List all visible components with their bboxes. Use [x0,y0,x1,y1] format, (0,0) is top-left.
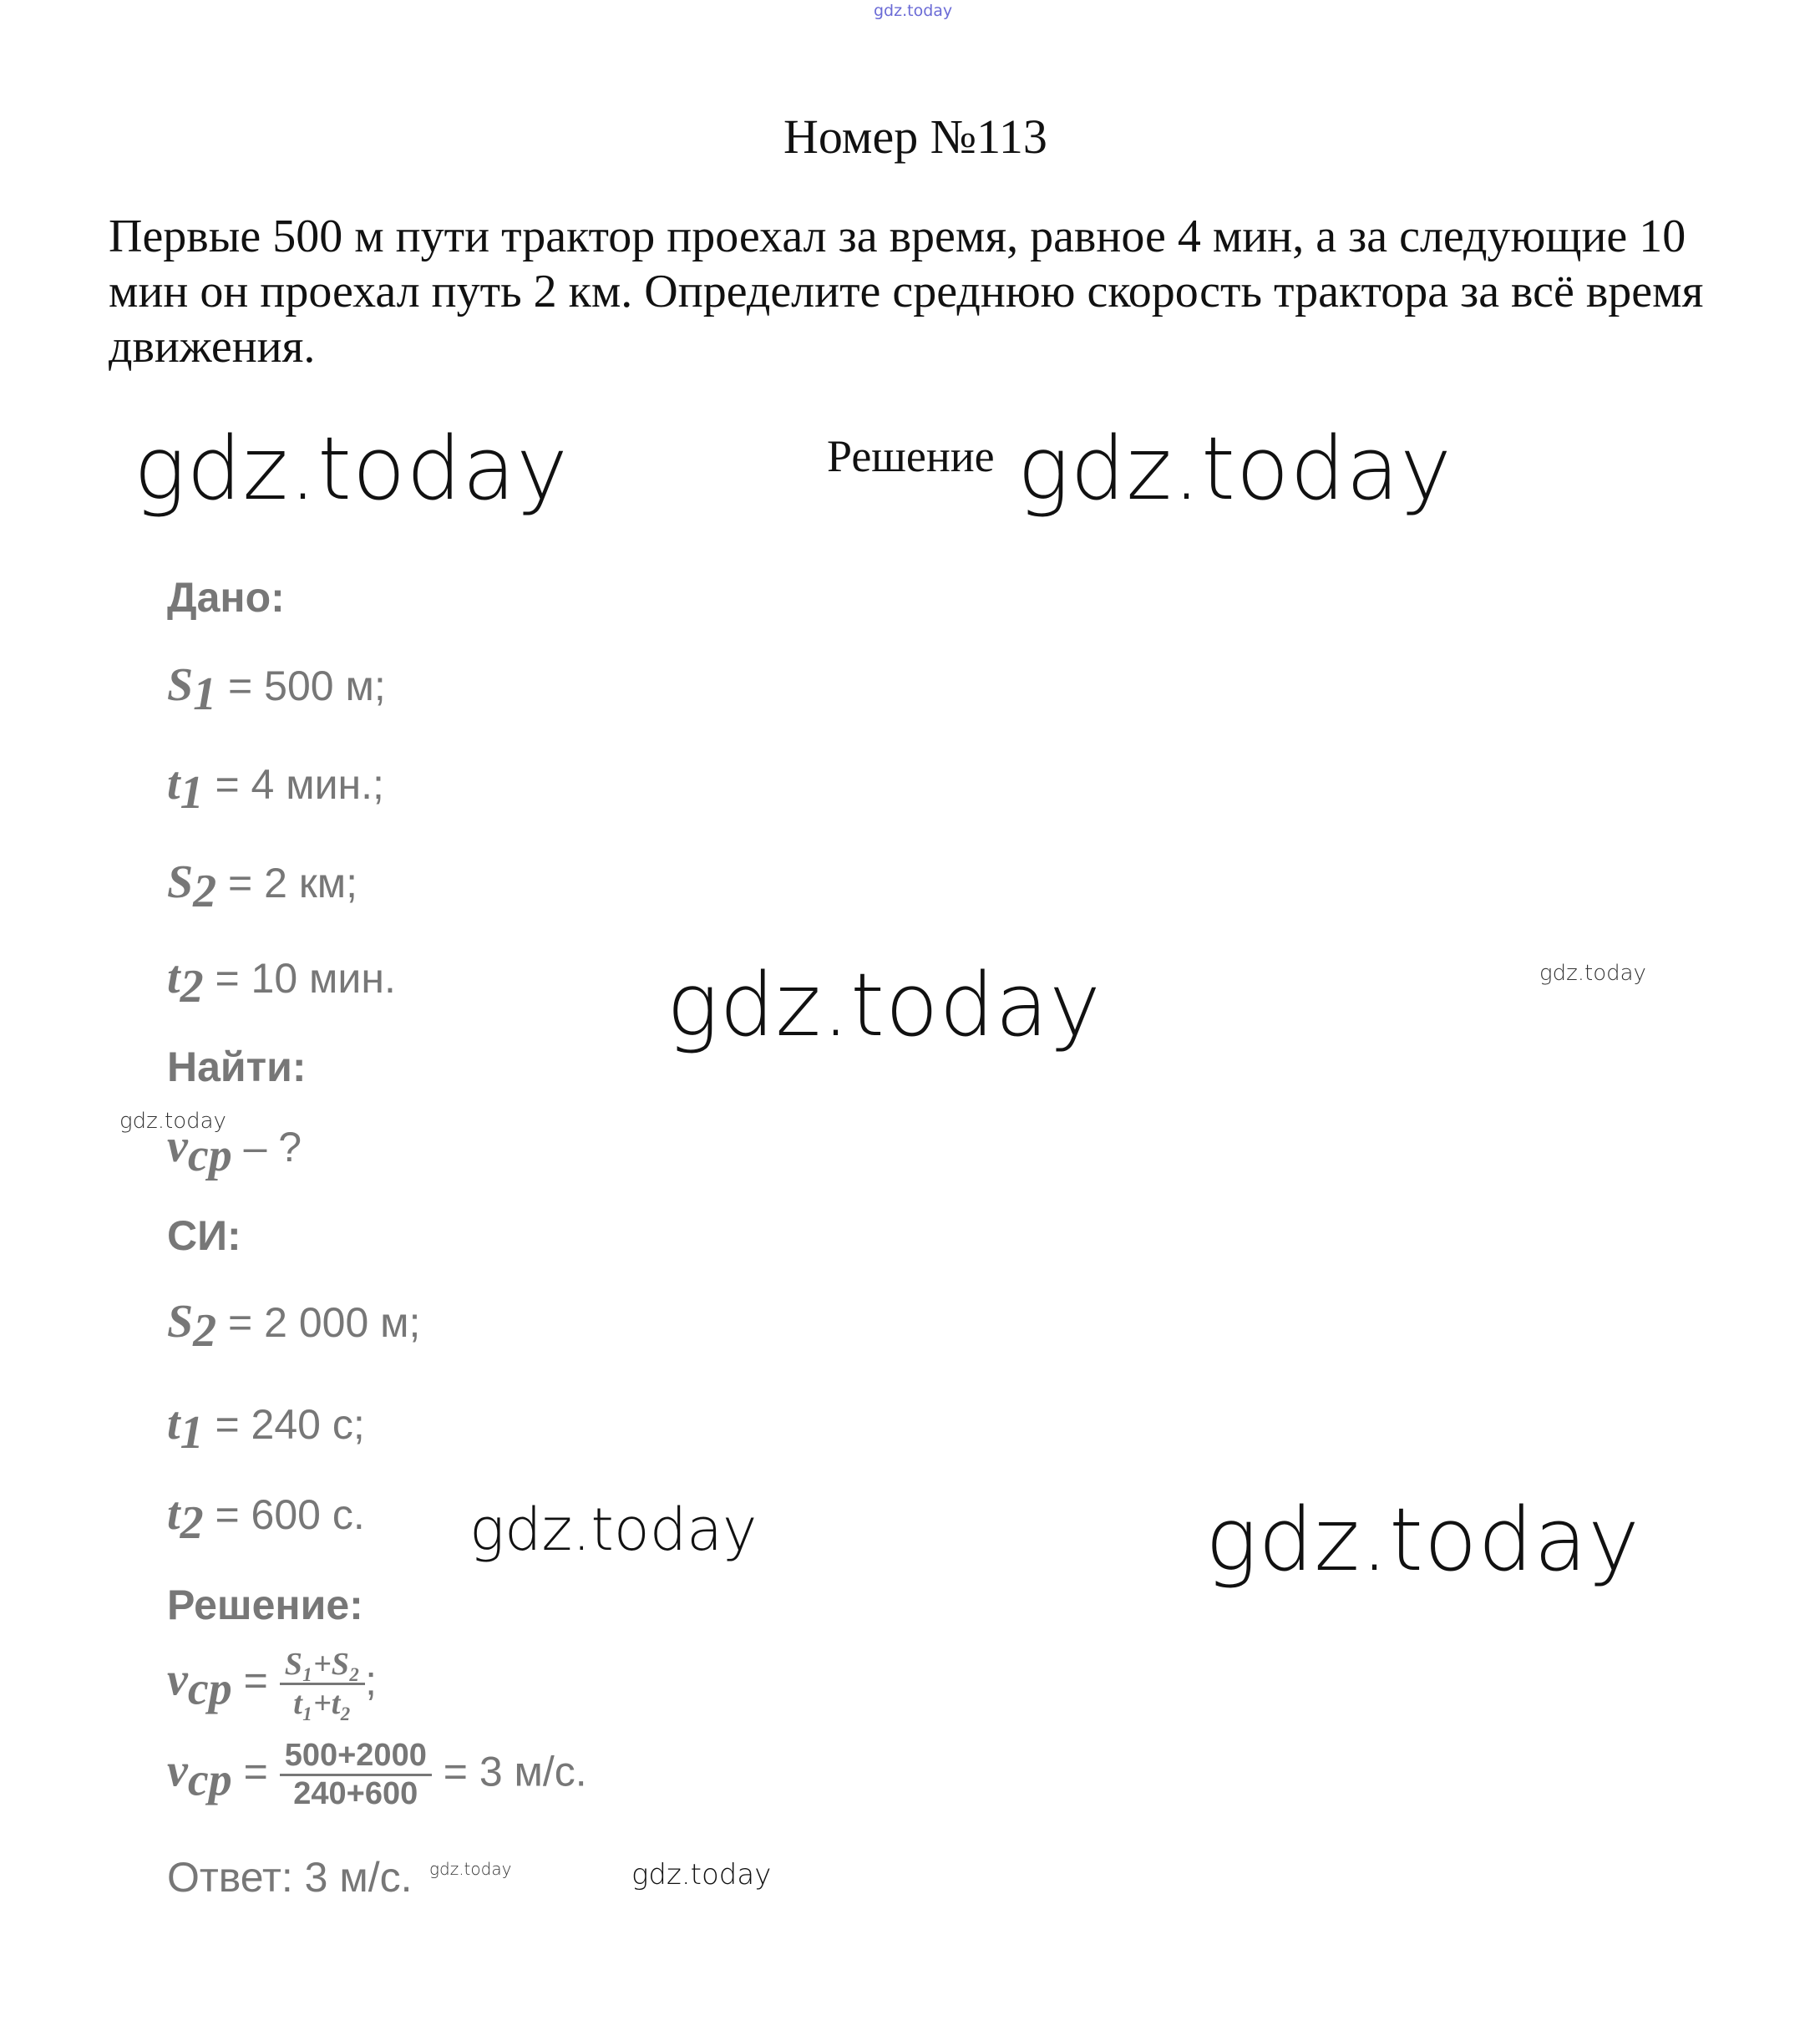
page-title: Номер №113 [783,109,1047,164]
calc-fraction [280,1738,432,1812]
formula-eq: = [231,1657,280,1704]
watermark: gdz.today [134,418,569,520]
given-t2-var: t [167,952,180,1003]
calculation [167,1738,587,1812]
watermark: gdz.today [1017,418,1452,520]
find-value [167,1120,302,1182]
watermark: gdz.today [667,954,1102,1056]
given-s2-rest: = 2 км; [216,860,357,906]
watermark: gdz.today [429,1859,512,1879]
si-t2-var: t [167,1488,180,1540]
calc-numerator: 500+2000 [280,1738,432,1776]
given-s1-rest: = 500 м; [216,663,386,709]
si-label: СИ: [167,1212,241,1259]
si-t1 [167,1397,365,1460]
given-s1-sub: 1 [193,668,217,720]
calc-eq: = [231,1748,280,1795]
si-t1-sub: 1 [180,1407,204,1459]
solution-label: Решение: [167,1582,363,1628]
formula-denominator: t₁+t₂ [293,1686,352,1721]
given-t2 [167,951,396,1013]
si-s2 [167,1295,420,1358]
find-rest: – ? [231,1124,302,1170]
formula [167,1646,377,1722]
watermark: gdz.today [1205,1489,1640,1591]
given-s2-sub: 2 [193,866,217,917]
si-t2 [167,1487,365,1550]
find-label: Найти: [167,1043,307,1090]
given-s2 [167,856,357,918]
given-t2-sub: 2 [180,961,204,1013]
calc-denominator: 240+600 [293,1776,418,1811]
given-t1 [167,757,384,820]
si-t1-rest: = 240 с; [203,1401,365,1448]
formula-sub: ср [187,1663,232,1715]
watermark: gdz.today [119,1109,226,1134]
formula-var: v [167,1653,188,1706]
calc-var: v [167,1744,188,1797]
formula-tail: ; [365,1657,378,1704]
answer: Ответ: 3 м/с. [167,1854,413,1901]
formula-fraction [280,1646,365,1722]
watermark: gdz.today [631,1858,772,1891]
solution-heading: Решение [827,431,995,481]
calc-result: = 3 м/с. [431,1748,587,1795]
given-t2-rest: = 10 мин. [203,955,396,1002]
given-t1-sub: 1 [180,767,204,819]
si-t2-sub: 2 [180,1497,204,1549]
si-s2-var: S [167,1296,194,1348]
watermark: gdz.today [1539,961,1646,986]
problem-text: Первые 500 м пути трактор проехал за время, равное 4 мин, а за следующие 10 мин он проехал путь 2 км. Определите среднюю скорость трактора за всё время движения. [109,211,1704,373]
given-s1-var: S [167,659,194,711]
given-s1 [167,658,386,721]
given-t1-rest: = 4 мин.; [203,761,384,808]
header-watermark: gdz.today [874,2,953,20]
calc-sub: ср [187,1754,232,1806]
find-sub: ср [187,1130,232,1181]
given-s2-var: S [167,856,194,908]
formula-numerator: S₁+S₂ [280,1646,365,1685]
si-s2-sub: 2 [193,1305,217,1357]
given-label: Дано: [167,574,285,621]
si-t2-rest: = 600 с. [203,1491,365,1538]
si-s2-rest: = 2 000 м; [216,1299,421,1346]
find-var: v [167,1120,188,1172]
si-t1-var: t [167,1398,180,1450]
watermark: gdz.today [469,1495,758,1564]
given-t1-var: t [167,758,180,810]
